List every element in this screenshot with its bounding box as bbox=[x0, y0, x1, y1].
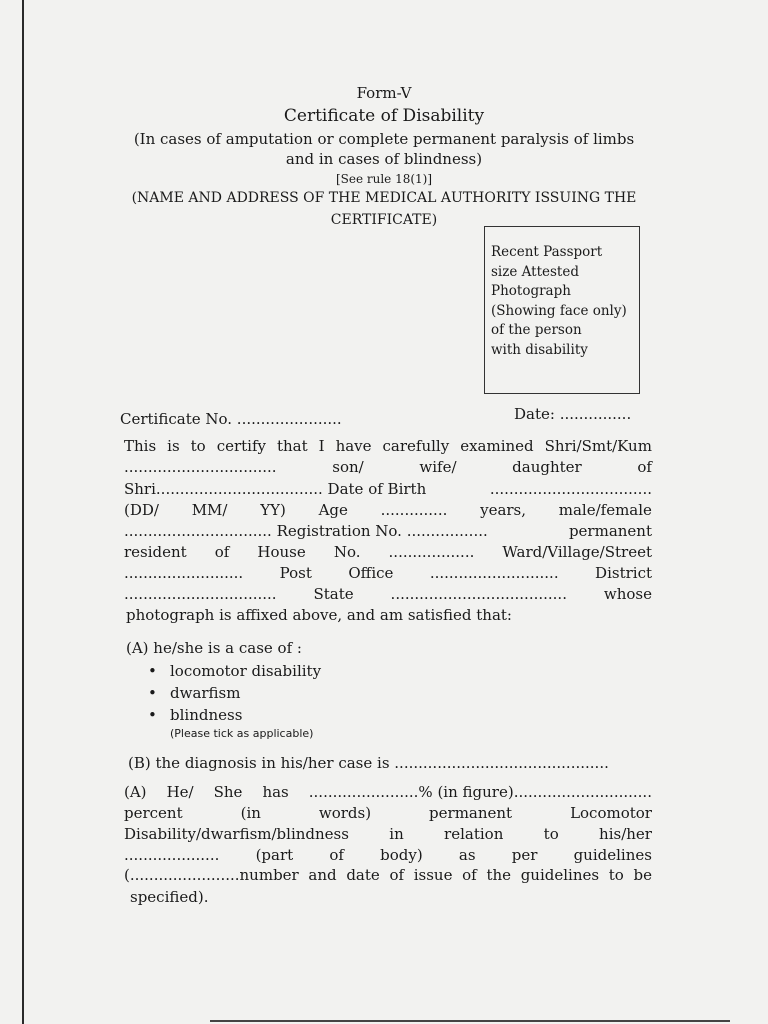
percent-line-6: specified). bbox=[130, 888, 209, 906]
photo-box-line: Photograph bbox=[491, 283, 571, 299]
percent-line-1: (A) He/ She has .......................% (in figure)............................. bbox=[124, 783, 652, 801]
photo-box-line: with disability bbox=[491, 341, 588, 358]
photo-box-line: size Attested bbox=[491, 263, 579, 280]
tick-note: (Please tick as applicable) bbox=[170, 727, 314, 740]
photo-box-line: (Showing face only) bbox=[491, 302, 627, 319]
certify-line-1: This is to certify that I have carefully examined Shri/Smt/Kum bbox=[124, 437, 652, 455]
certify-line-2: ................................ son/ wife/ daughter of bbox=[124, 458, 652, 476]
option-dwarfism: • dwarfism bbox=[148, 684, 240, 702]
form-number: Form-V bbox=[356, 84, 412, 102]
authority-heading-line-2: CERTIFICATE) bbox=[330, 212, 438, 228]
bottom-edge-line bbox=[210, 1020, 730, 1022]
date-field: Date: ............... bbox=[514, 405, 632, 423]
percent-line-4: .................... (part of body) as per guidelines bbox=[124, 846, 652, 864]
rule-reference: [See rule 18(1)] bbox=[335, 172, 433, 186]
certificate-title: Certificate of Disability bbox=[283, 106, 485, 126]
subtitle-line-1: (In cases of amputation or complete permanent paralysis of limbs bbox=[133, 130, 635, 148]
percent-line-2: percent (in words) permanent Locomotor bbox=[124, 804, 652, 822]
photo-box-line: of the person bbox=[491, 322, 582, 338]
option-blindness: • blindness bbox=[148, 706, 242, 724]
section-a-lead: (A) he/she is a case of : bbox=[126, 639, 302, 657]
authority-heading-line-1: (NAME AND ADDRESS OF THE MEDICAL AUTHORITY ISSUING THE bbox=[131, 190, 637, 206]
certify-line-9: photograph is affixed above, and am satisfied that: bbox=[126, 606, 512, 624]
certify-line-3: Shri................................... Date of Birth .................................. bbox=[124, 480, 652, 498]
percent-line-5: (.......................number and date of issue of the guidelines to be bbox=[124, 866, 652, 884]
certificate-number-field: Certificate No. ...................... bbox=[120, 410, 342, 428]
option-locomotor-disability: • locomotor disability bbox=[148, 662, 321, 680]
photo-box bbox=[484, 226, 640, 394]
photo-box-line: Recent Passport bbox=[491, 244, 603, 260]
certify-line-5: ............................... Registration No. ................. permanent bbox=[124, 522, 652, 540]
certify-line-7: ......................... Post Office ........................... District bbox=[124, 564, 652, 582]
certify-line-8: ................................ State ..................................... whose bbox=[124, 585, 652, 603]
certify-line-4: (DD/ MM/ YY) Age .............. years, male/female bbox=[124, 501, 652, 519]
subtitle-line-2: and in cases of blindness) bbox=[285, 150, 483, 168]
diagnosis-line: (B) the diagnosis in his/her case is ............................................. bbox=[128, 754, 609, 772]
certify-line-6: resident of House No. .................. Ward/Village/Street bbox=[124, 543, 652, 561]
percent-line-3: Disability/dwarfism/blindness in relation to his/her bbox=[124, 825, 652, 843]
